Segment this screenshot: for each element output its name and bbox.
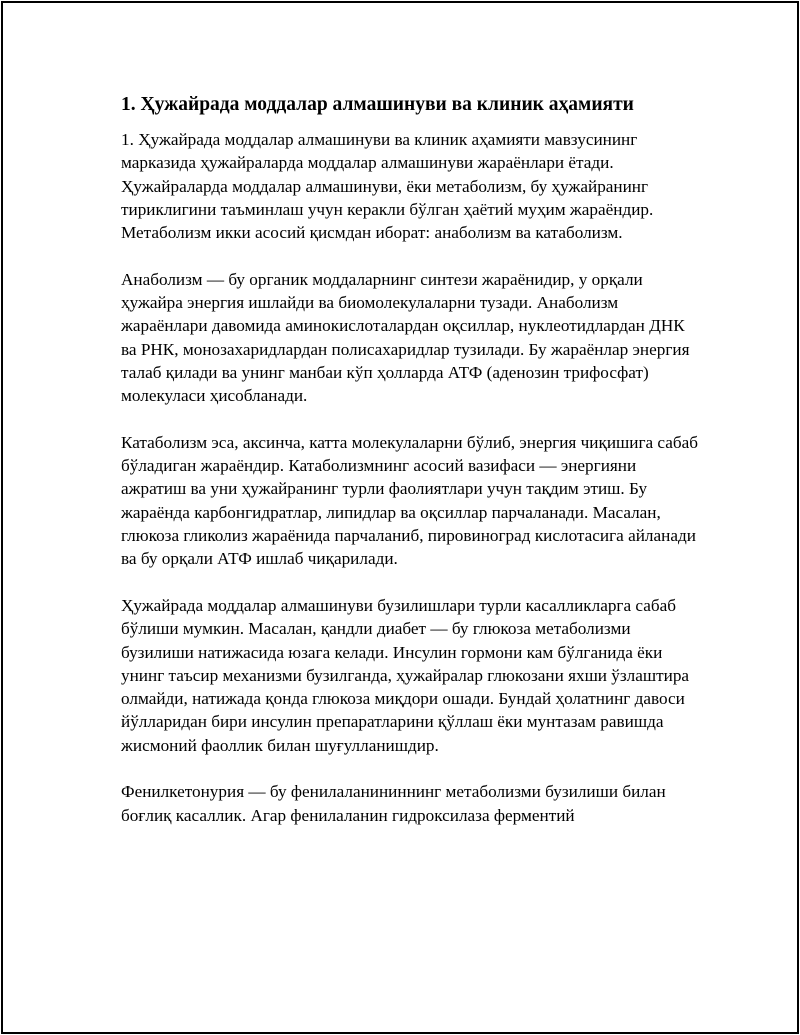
document-title: 1. Ҳужайрада моддалар алмашинуви ва клиник аҳамияти [121,94,634,115]
paragraph-anabolism: Анаболизм — бу органик моддаларнинг синтези жараёнидир, у орқали ҳужайра энергия ишлайди ва биомолекулаларни тузади. Анаболизм жараёнлари давомида аминокислоталардан оқсиллар, нуклеотидлардан ДНК ва РНК, монозахаридлардан полисахаридлар тузилади. Бу жараёнлар энергия талаб қилади ва унинг манбаи кўп ҳолларда АТФ (аденозин трифосфат) молекуласи ҳисобланади. [121,269,690,406]
paragraph-phenylketonuria: Фенилкетонурия — бу фенилаланининнинг метаболизми бузилиши билан боғлиқ касаллик. Агар фенилаланин гидроксилаза ферментий [121,782,666,825]
document-content [121,93,701,827]
paragraph-intro: 1. Ҳужайрада моддалар алмашинуви ва клиник аҳамияти мавзусининг марказида ҳужайраларда моддалар алмашинуви жараёнлари ётади. Ҳужайраларда моддалар алмашинуви, ёки метаболизм, бу ҳужайранинг тириклигини таъминлаш учун керакли бўлган ҳаётий муҳим жараёндир. Метаболизм икки асосий қисмдан иборат: анаболизм ва катаболизм. [121,130,654,243]
paragraph-disorders: Ҳужайрада моддалар алмашинуви бузилишлари турли касалликларга сабаб бўлиши мумкин. Масалан, қандли диабет — бу глюкоза метаболизми бузилиши натижасида юзага келади. Инсулин гормони кам бўлганида ёки унинг таъсир механизми бузилганда, ҳужайралар глюкозани яхши ўзлаштира олмайди, натижада қонда глюкоза миқдори ошади. Бундай ҳолатнинг давоси йўлларидан бири инсулин препаратларини қўллаш ёки мунтазам равишда жисмоний фаоллик билан шуғулланишдир. [121,595,690,755]
document-page [1,1,799,1034]
paragraph-catabolism: Катаболизм эса, аксинча, катта молекулаларни бўлиб, энергия чиқишига сабаб бўладиган жараёндир. Катаболизмнинг асосий вазифаси — энергияни ажратиш ва уни ҳужайранинг турли фаолиятлари учун тақдим этиш. Бу жараёнда карбонгидратлар, липидлар ва оқсиллар парчаланади. Масалан, глюкоза гликолиз жараёнида парчаланиб, пировиноград кислотасига айланади ва бу орқали АТФ ишлаб чиқарилади. [121,432,699,569]
